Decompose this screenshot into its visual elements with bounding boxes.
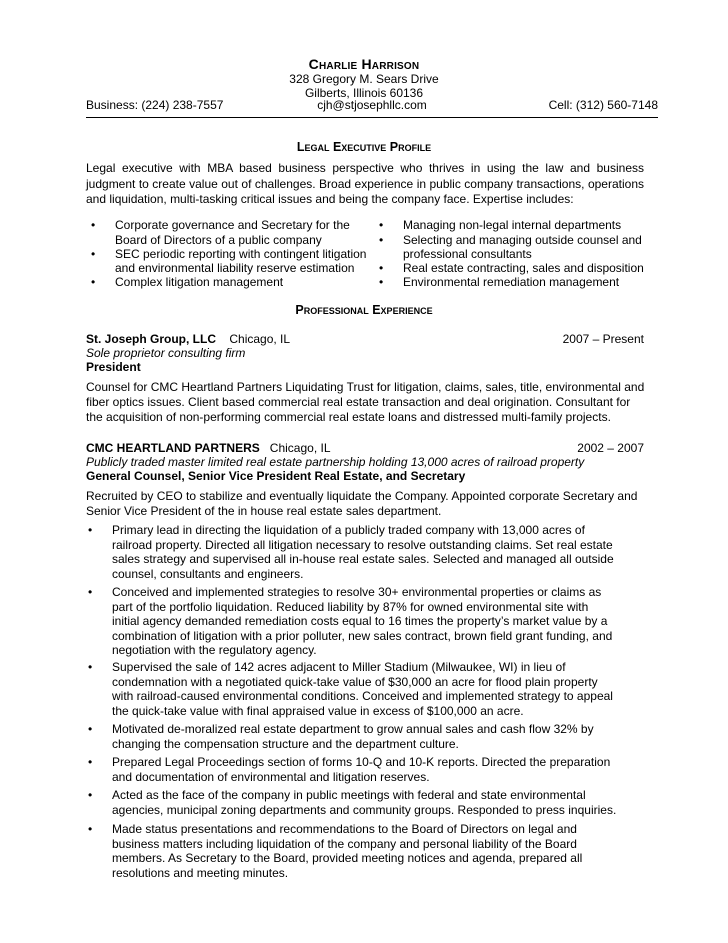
achievement-item: • Prepared Legal Proceedings section of forms 10-Q and 10-K reports. Directed the preparation and documentation of environmental and litigation reserves. [88, 755, 611, 784]
job-title: President [86, 360, 141, 374]
bullet-icon: • [379, 218, 384, 232]
company-name: St. Joseph Group, LLC [86, 332, 217, 346]
job-dates: 2007 – Present [562, 332, 644, 346]
list-item: • Complex litigation management [91, 275, 284, 289]
list-item: • Corporate governance and Secretary for the [91, 218, 350, 232]
profile-section-title: Legal Executive Profile [296, 140, 432, 154]
experience-section-title: Professional Experience [295, 303, 433, 317]
list-item-continuation: Board of Directors of a public company [115, 233, 322, 247]
list-item-continuation: professional consultants [403, 247, 532, 261]
bullet-icon: • [88, 660, 93, 674]
business-phone: Business: (224) 238-7557 [86, 98, 224, 112]
company-description: Publicly traded master limited real estate partnership holding 13,000 acres of railroad property [86, 455, 585, 469]
bullet-icon: • [91, 247, 96, 261]
job-dates: 2002 – 2007 [577, 441, 644, 455]
achievement-item: • Made status presentations and recommendations to the Board of Directors on legal and business matters including liquidation of the company and personal liability of the Board members. As Secretary to the Board, provided meeting notices and agenda, prepared all resolutions and meeting minutes. [88, 822, 583, 880]
list-item-continuation: and environmental liability reserve estimation [115, 261, 355, 275]
candidate-name: Charlie Harrison [308, 56, 420, 72]
list-item: • SEC periodic reporting with contingent litigation [91, 247, 367, 261]
company-name: CMC HEARTLAND PARTNERS [86, 441, 260, 455]
job-summary-line: Counsel for CMC Heartland Partners Liquidating Trust for litigation, claims, sales, title, environmental and [86, 380, 645, 394]
job-summary-line: fiber optics issues. Client based commercial real estate transaction and deal origination. Consultant for [86, 395, 631, 409]
list-item: • Managing non-legal internal departments [379, 218, 622, 232]
bullet-icon: • [91, 275, 96, 289]
job-summary-line: the acquisition of non-performing commercial real estate loans and distressed multi-family projects. [86, 410, 611, 424]
bullet-icon: • [88, 523, 93, 537]
email-address: cjh@stjosephllc.com [317, 98, 427, 112]
achievement-item: • Acted as the face of the company in public meetings with federal and state environmental agencies, municipal zoning departments and community groups. Responded to press inquiries. [88, 788, 617, 817]
bullet-icon: • [91, 218, 96, 232]
achievement-item: • Motivated de-moralized real estate department to grow annual sales and cash flow 32% by changing the compensation structure and the department culture. [88, 722, 594, 751]
bullet-icon: • [88, 585, 93, 599]
job-summary-line: Senior Vice President of the in house real estate sales department. [86, 504, 442, 518]
job-location: Chicago, IL [229, 332, 291, 346]
bullet-icon: • [88, 788, 93, 802]
bullet-icon: • [88, 755, 93, 769]
address-line-2: Gilberts, Illinois 60136 [304, 86, 424, 100]
contact-row [86, 98, 658, 114]
profile-summary: Legal executive with MBA based business perspective who thrives in using the law and business judgment to create value out of challenges. Broad experience in public company transactions, operations and liquidation, multi-tasking critical issues and being the company face. Expertise includes: [86, 161, 644, 206]
achievement-item: • Supervised the sale of 142 acres adjacent to Miller Stadium (Milwaukee, WI) in lieu of condemnation with a negotiated quick-take value of $30,000 an acre for flood plain property with railroad-caused environmental conditions. Conceived and implemented strategy to appeal the quick-take value with final appraised value in excess of $100,000 an acre. [88, 660, 613, 718]
achievement-item: • Conceived and implemented strategies to resolve 30+ environmental properties or claims as part of the portfolio liquidation. Reduced liability by 87% for owned environmental site with initial agency demanded remediation costs equal to 16 times the property’s market value by a combination of litigation with a prior polluter, new sales contract, brown field grant funding, and negotiation with the regulatory agency. [88, 585, 613, 657]
list-item: • Environmental remediation management [379, 275, 620, 289]
cell-phone: Cell: (312) 560-7148 [548, 98, 658, 112]
achievement-item: • Primary lead in directing the liquidation of a publicly traded company with 13,000 acres of railroad property. Directed all litigation necessary to resolve outstanding claims. Set real estate sales strategy and supervised all in-house real estate sales. Selected and managed all outside counsel, consultants and engineers. [88, 523, 614, 581]
job-title: General Counsel, Senior Vice President Real Estate, and Secretary [86, 469, 466, 483]
list-item: • Real estate contracting, sales and disposition [379, 261, 644, 275]
bullet-icon: • [379, 275, 384, 289]
header-divider [86, 117, 658, 118]
list-item: • Selecting and managing outside counsel and [379, 233, 642, 247]
company-description: Sole proprietor consulting firm [86, 346, 246, 360]
address-line-1: 328 Gregory M. Sears Drive [289, 72, 439, 86]
job-summary-line: Recruited by CEO to stabilize and eventually liquidate the Company. Appointed corporate Secretary and [86, 489, 638, 503]
bullet-icon: • [88, 822, 93, 836]
bullet-icon: • [379, 261, 384, 275]
bullet-icon: • [88, 722, 93, 736]
job-location: Chicago, IL [269, 441, 331, 455]
bullet-icon: • [379, 233, 384, 247]
